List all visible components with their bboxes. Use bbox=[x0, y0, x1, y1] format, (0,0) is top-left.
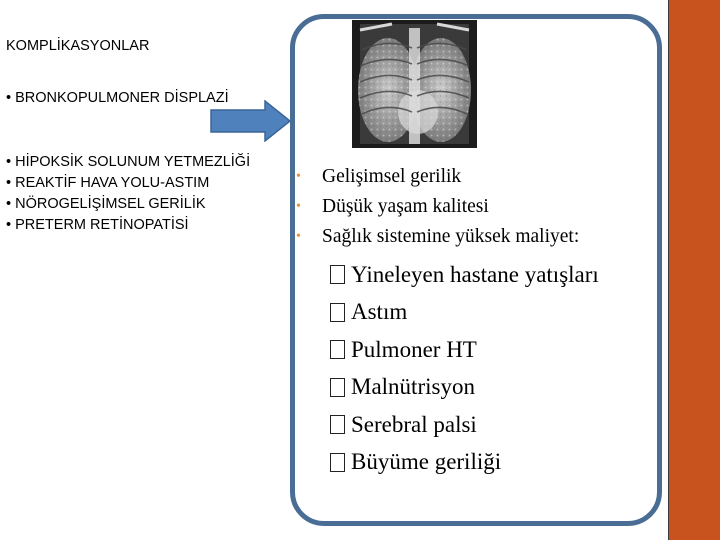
cost-text: Yineleyen hastane yatışları bbox=[351, 261, 599, 287]
complication-item: • REAKTİF HAVA YOLU-ASTIM bbox=[6, 175, 210, 191]
outcome-text: Düşük yaşam kalitesi bbox=[322, 196, 489, 217]
cost-text: Malnütrisyon bbox=[351, 374, 475, 400]
cost-item bbox=[330, 406, 599, 444]
cost-text: Pulmoner HT bbox=[351, 336, 477, 362]
cost-text: Büyüme geriliği bbox=[351, 449, 502, 475]
cost-text: Astım bbox=[351, 299, 408, 325]
cost-item bbox=[330, 444, 599, 482]
right-arrow-icon bbox=[210, 100, 292, 142]
costs-list bbox=[330, 256, 599, 481]
complication-item: • HİPOKSİK SOLUNUM YETMEZLİĞİ bbox=[6, 154, 251, 170]
outcome-item bbox=[296, 192, 579, 222]
checkbox-icon bbox=[330, 303, 345, 322]
cost-item bbox=[330, 294, 599, 332]
cost-item bbox=[330, 331, 599, 369]
complications-list bbox=[6, 152, 268, 236]
complication-item: • NÖROGELİŞİMSEL GERİLİK bbox=[6, 196, 206, 212]
outcome-item bbox=[296, 162, 579, 192]
bullet-icon: • bbox=[296, 229, 301, 244]
chest-xray-image bbox=[352, 20, 477, 148]
checkbox-icon bbox=[330, 453, 345, 472]
slide-title: KOMPLİKASYONLAR bbox=[6, 38, 150, 54]
checkbox-icon bbox=[330, 378, 345, 397]
accent-sidebar bbox=[668, 0, 720, 540]
cost-text: Serebral palsi bbox=[351, 411, 477, 437]
outcome-text: Gelişimsel gerilik bbox=[322, 166, 462, 187]
complication-item: • PRETERM RETİNOPATİSİ bbox=[6, 217, 189, 233]
outcome-text: Sağlık sistemine yüksek maliyet: bbox=[322, 226, 580, 247]
checkbox-icon bbox=[330, 415, 345, 434]
bullet-icon: • bbox=[296, 199, 301, 214]
checkbox-icon bbox=[330, 265, 345, 284]
bullet-icon: • bbox=[296, 169, 301, 184]
checkbox-icon bbox=[330, 340, 345, 359]
outcome-item bbox=[296, 222, 579, 252]
bpd-item: • BRONKOPULMONER DİSPLAZİ bbox=[6, 90, 229, 106]
cost-item bbox=[330, 256, 599, 294]
outcomes-list bbox=[296, 162, 579, 252]
cost-item bbox=[330, 369, 599, 407]
